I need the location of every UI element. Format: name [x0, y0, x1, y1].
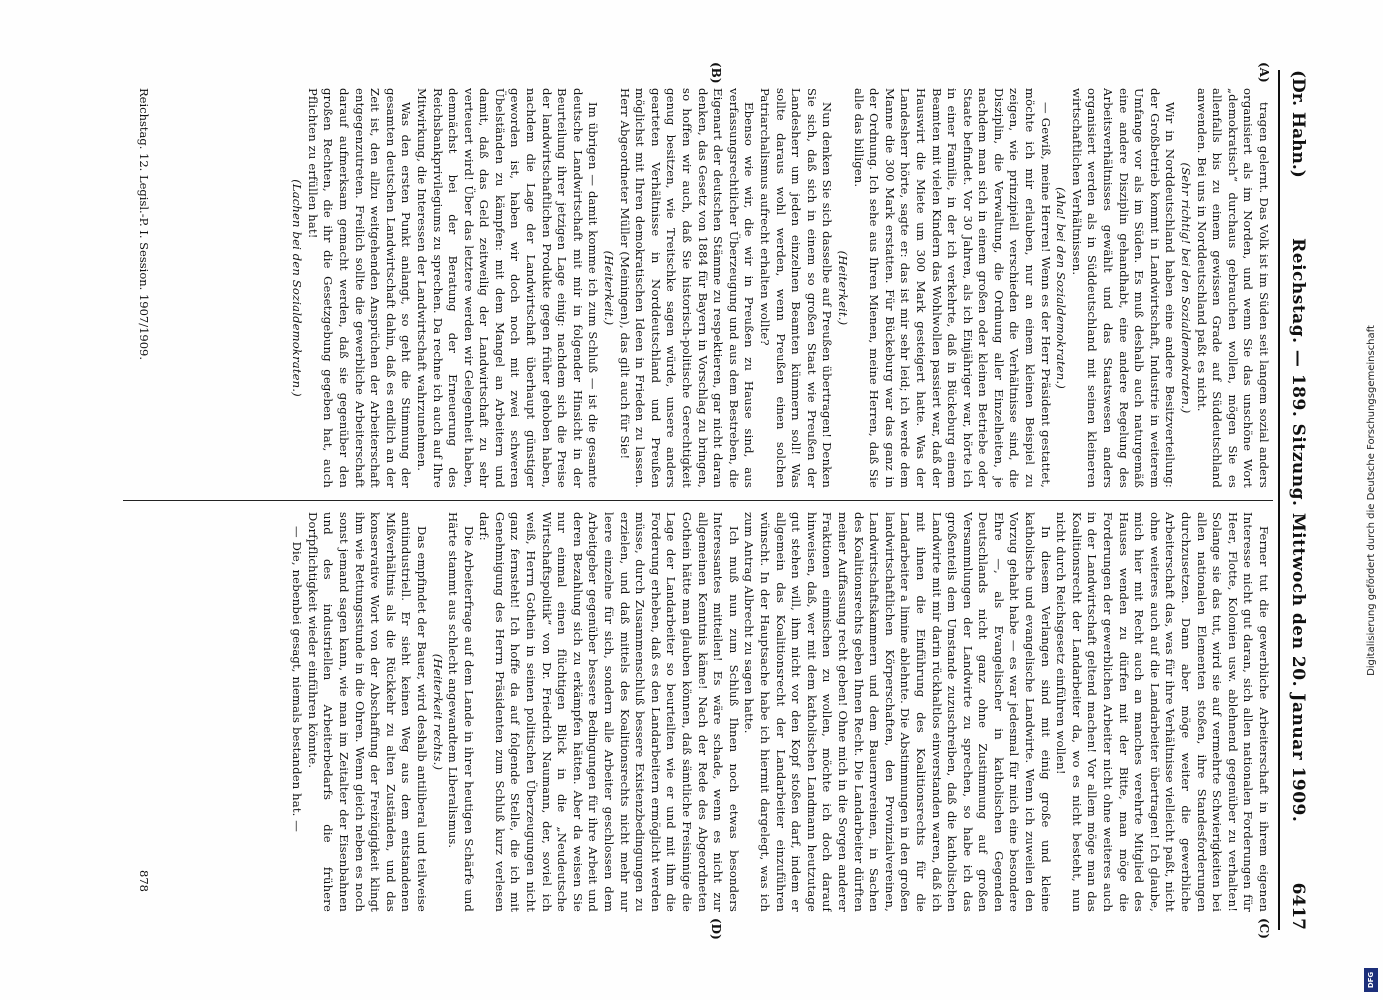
margin-marker-c: (C) — [1257, 918, 1271, 939]
text-column-left — [123, 88, 1271, 488]
digitization-note — [1362, 0, 1380, 1000]
paragraph: tragen gelernt. Das Volk ist im Süden seit langem sozial anders organisiert als im Norden, und wenn Sie das unschöne Wort „demokratisch“ durchaus gebrauchen wollen, mögen Sie es allenfalls bis zu einem gewissen Grade auf Süddeutschland anwenden. Bei uns in Norddeutschland paßt es nicht. — [1194, 88, 1271, 488]
interjection: (Heiterkeit.) — [835, 250, 850, 326]
interjection: (Heiterkeit rechts.) — [430, 653, 445, 771]
margin-marker-a: (A) — [1257, 62, 1271, 83]
paragraph: Was den ersten Punkt anlangt, so geht die Stimmung der gesamten deutschen Landwirtschaft dahin, daß es endlich an der Zeit ist, den allzu weitgehenden Ansprüchen der Arbeiterschaft entgegenzutreten. Freilich sollte die gewerbliche Arbeiterschaft darauf aufmerksam gemacht werden, daß sie gegenüber den großen Rechten, die ihr die Gesetzgebung gegeben hat, auch Pflichten zu erfüllen hat! — [305, 88, 414, 488]
margin-marker-b: (B) — [709, 62, 723, 84]
text-column-right — [123, 512, 1271, 912]
paragraph: Ebenso wie wir, die wir in Preußen zu Hause sind, aus verfassungsrechtlicher Überzeugung und aus dem Bestreben, die Eigenart der deutschen Stämme zu respektieren, gar nicht daran denken, das Gesetz von 1884 für Bayern in Vorschlag zu bringen, so hoffen wir auch, daß Sie historisch-politische Gerechtigkeit genug besitzen, wie Treitschke sagen würde, unsere anders gearteten Verhältnisse in Norddeutschland und Preußen möglichst mit Ihren demokratischen Ideen in Frieden zu lassen. Herr Abgeordneter Müller (Meiningen), das gilt auch für Sie! — [617, 88, 757, 488]
paragraph: — Gewiß, meine Herren! Wenn es der Herr Präsident gestattet, möchte ich mir erlauben, nur an einem kleinen Beispiel zu zeigen, wie prinzipiell verschieden die Verhältnisse sind, die Disziplin, die Verwaltung, die Ordnung aller Einzelheiten, je nachdem man sich in einem großen oder kleinen Betriebe oder Staate befindet. Vor 30 Jahren, als ich Einjähriger war, hörte ich in einer Familie, in der ich verkehrte, daß in Bückeburg einem Beamten mit vielen Kindern das Wohlwollen passiert war, daß der Hauswirt die Miete um 300 Mark gesteigert hatte. Was der Landesherr hörte, sagte er: das ist mir sehr leid; ich werde dem Manne die 300 Mark erstatten. Für Bückeburg war das ganz in der Ordnung. Ich sehe aus Ihren Mienen, meine Herren, daß Sie alle das billigen. — [851, 88, 1053, 488]
paragraph: Die Arbeiterfrage auf dem Lande in ihrer heutigen Schärfe und Härte stammt aus schlecht angewandtem Liberalismus. — [446, 512, 476, 912]
paragraph: — Die, nebenbei gesagt, niemals bestanden hat. — — [290, 526, 305, 833]
header-title: Reichstag. — 189. Sitzung. Mittwoch den 20. Januar 1909. — [1288, 238, 1308, 823]
paragraph: In diesem Verlangen sind mit einig große und kleine katholische und evangelische Landwirte. Wenn ich zuweilen den Vorzug gehabt habe — es war jedesmal für mich eine besondere Ehre —, als Evangelischer in katholischen Gegenden Deutschlands nicht ganz ohne Zustimmung auf großen Versammlungen der Landwirte zu sprechen, so habe ich das großenteils dem Umstande zuzuschreiben, daß die katholischen Landwirte mit mir darin rückhaltlos einverstanden waren, daß ich mit ihnen die Einführung des Koalitionsrechts für die Landarbeiter a limine ablehnte. Die Abstimmungen in den großen landwirtschaftlichen Körperschaften, den Provinzialvereinen, Landwirtschaftskammern und dem Bauernvereinen, in Sachen des Koalitionsrechts geben Ihnen Recht. Die Landarbeiter dürften meiner Auffassung recht geben! Ohne mich in die Sorgen anderer Fraktionen einmischen zu wollen, möchte ich doch darauf hinweisen, daß, wer mit dem katholischen Landmann heutzutage gut stehen will, ihm nicht vor den Kopf stoßen darf, indem er allgemein das Koalitionsrecht der Landarbeiter einzuführen wünscht. In der Hauptsache habe ich hiermit dargelegt, was ich zum Antrag Albrecht zu sagen hatte. — [742, 512, 1053, 912]
paragraph: Nun denken Sie sich dasselbe auf Preußen übertragen! Denken Sie sich, daß sich in einem so großen Staat wie Preußen der Landesherr um jeden einzelnen Beamten kümmern soll! Was sollte daraus wohl werden, wenn Preußen einen solchen Patriarchalismus aufrecht erhalten wollte? — [758, 88, 835, 488]
paragraph: Ferner tut die gewerbliche Arbeiterschaft in ihrem eigenen Interesse nicht gut daran, sich allen nationalen Forderungen für Heer, Flotte, Kolonien usw. ablehnend gegenüber zu verhalten! Solange sie das tut, wird sie auf vermehrte Schwierigkeiten bei allen nationalen Elementen stoßen, ihre Standesforderungen durchzusetzen. Dann aber möge weiter die gewerbliche Arbeiterschaft das, was für ihre Verhältnisse vielleicht paßt, nicht ohne weiteres auch auf die Landarbeiter übertragen! Ich glaube, mich hier mit Recht auch an manches verehrte Mitglied des Hauses wenden zu dürfen mit der Bitte, man möge die Forderungen der gewerblichen Arbeiter nicht ohne weiteres auch in der Landwirtschaft geltend machen! Vor allem möge man das Koalitionsrecht der Landarbeiter da, wo es nicht besteht, nun nicht durch Reichsgesetz einführen wollen! — [1054, 512, 1271, 912]
interjection: (Lachen bei den Sozialdemokraten.) — [290, 179, 305, 397]
header-speaker: (Dr. Hahn.) — [1288, 70, 1308, 178]
paragraph: Im übrigen — damit komme ich zum Schluß — ist die gesamte deutsche Landwirtschaft mit mir in folgender Hinsicht in der Beurteilung ihrer jetzigen Lage einig: nachdem sich die Preise der landwirtschaftlichen Produkte gegen früher gehoben haben, nachdem die Lage der Landwirtschaft überhaupt günstiger geworden ist, haben wir doch noch mit zwei schweren Übelständen zu kämpfen: mit dem Mangel an Arbeitern und damit, daß das Geld zeitweilig der Landwirtschaft zu sehr verteuert wird! Über das letztere werden wir Gelegenheit haben, demnächst bei der Beratung der Erneuerung des Reichsbankprivilegiums zu sprechen. Da rechne ich auch auf Ihre Mitwirkung, die Interessen der Landwirtschaft wahrzunehmen. — [414, 88, 601, 488]
paragraph: Ich muß nun zum Schluß Ihnen noch etwas besonders Interessantes mitteilen! Es wäre schade, wenn es nicht zur allgemeinen Kenntnis käme! Nach der Rede des Abgeordneten Gothein hätte man glauben können, daß sämtliche Freisinnige die Lage der Landarbeiter so beurteilten wie er und mit ihm die Forderung erheben, daß es den Landarbeitern ermöglicht werden müsse, durch Zusammenschluß bessere Existenzbedingungen zu erzielen, und daß mittels des Koalitionsrechts nicht mehr nur leere einzelne für sich, sondern alle Arbeiter geschlossen dem Arbeitgeber gegenüber bessere Bedingungen für ihre Arbeit und deren Bezahlung sich zu erkämpfen hätten. Aber da weisen Sie nur einmal einen flüchtigen Blick in die „Neudeutsche Wirtschaftspolitik“ von Dr. Friedrich Naumann, der, soviel ich weiß, Herrn Gothein in seinen politischen Überzeugungen nicht ganz fernsteht! Ich hoffe da auf folgende Stelle, die ich mit Genehmigung des Herrn Präsidenten zum Schluß kurz verlesen darf: — [477, 512, 741, 912]
header-rule — [1278, 70, 1280, 930]
footer-page-number: 878 — [137, 870, 151, 892]
column-divider — [123, 500, 1273, 501]
margin-marker-d: (D) — [709, 918, 723, 940]
interjection: (Aha! bei den Sozialdemokraten.) — [1054, 187, 1069, 389]
interjection: (Heiterkeit.) — [602, 250, 617, 326]
paragraph: Wir in Norddeutschland haben eine andere Besitzverteilung: der Großbetrieb kommt in Landwirtschaft, Industrie in weiterem Umfange vor als im Süden. Es muß deshalb auch naturgemäß eine andere Disziplin gehandhabt, eine andere Regelung des Arbeitsverhältnisses gewählt und das Staatswesen anders organisiert werden als in Süddeutschland mit seinen kleineren wirtschaftlichen Verhältnissen. — [1069, 88, 1178, 488]
paragraph: Das empfindet der Bauer, wird deshalb antiliberal und teilweise antiindustriell. Er sieht keinen Weg aus dem entstandenen Mißverhältnis als die Rückkehr zu alten Zuständen, und das konservative Wort von der Abschaffung der Freizügigkeit klingt ihm wie Rettungsstunde in die Ohren. Wenn gleich neben es noch sonst jemand sagen kann, wie man im Zeitalter der Eisenbahnen und des industriellen Arbeiterbedarfs die frühere Dorfpflichtigkeit wieder einführen könnte. — [305, 512, 429, 912]
header-page-number: 6417 — [1288, 882, 1308, 930]
digitization-note-text: Digitalisierung gefördert durch die Deutsche Forschungsgemeinschaft — [1365, 324, 1377, 676]
footer-session: Reichstag. 12. Legisl.-P. I. Session. 1907/1909. — [137, 88, 151, 361]
interjection: (Sehr richtig! bei den Sozialdemokraten.) — [1179, 162, 1194, 414]
dfg-logo: DFG — [1364, 968, 1378, 992]
page-header — [1281, 70, 1315, 930]
